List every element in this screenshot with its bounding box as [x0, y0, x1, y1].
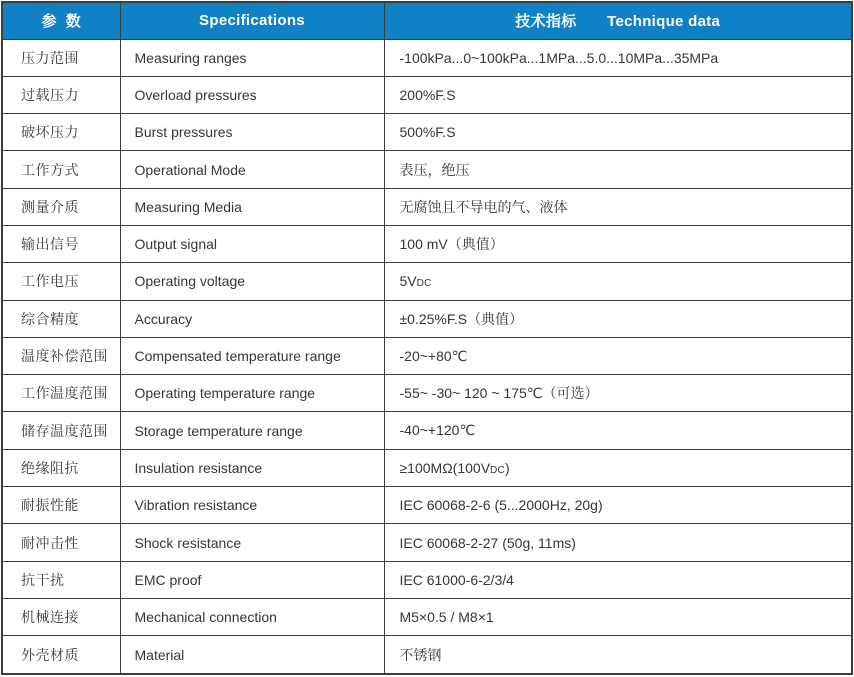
param-cell: 机械连接 [2, 598, 120, 635]
param-cell: 耐振性能 [2, 487, 120, 524]
param-cell: 抗干扰 [2, 561, 120, 598]
param-cell: 外壳材质 [2, 636, 120, 674]
spec-cell: Overload pressures [120, 76, 384, 113]
param-cell: 压力范围 [2, 39, 120, 76]
param-cell: 破坏压力 [2, 114, 120, 151]
value-cell [384, 412, 852, 449]
value-cell [384, 487, 852, 524]
value-cell [384, 337, 852, 374]
value-segment: ±0.25%F.S（典值） [399, 310, 524, 327]
page [0, 1, 854, 677]
spec-cell: Insulation resistance [120, 449, 384, 486]
value-segment: 无腐蚀且不导电的气、液体 [399, 198, 568, 215]
spec-cell: Output signal [120, 225, 384, 262]
value-segment: -40~+120℃ [399, 422, 476, 439]
param-cell: 工作方式 [2, 151, 120, 188]
param-cell: 测量介质 [2, 188, 120, 225]
value-cell [384, 225, 852, 262]
value-cell [384, 449, 852, 486]
value-segment: IEC 61000-6-2/3/4 [399, 571, 514, 588]
table-row [2, 188, 852, 225]
value-cell [384, 151, 852, 188]
spec-cell: Measuring ranges [120, 39, 384, 76]
table-row [2, 375, 852, 412]
table-row [2, 561, 852, 598]
table-row [2, 487, 852, 524]
value-segment: 表压，绝压 [399, 161, 470, 178]
header-cell-specifications: Specifications [120, 2, 384, 39]
spec-cell: Vibration resistance [120, 487, 384, 524]
spec-cell: Accuracy [120, 300, 384, 337]
value-segment: -20~+80℃ [399, 347, 468, 364]
value-segment: 不锈钢 [399, 646, 442, 663]
table-row [2, 524, 852, 561]
table-row [2, 636, 852, 674]
spec-cell: Shock resistance [120, 524, 384, 561]
table-row [2, 263, 852, 300]
value-segment: 100 mV（典值） [399, 236, 504, 253]
table-row [2, 412, 852, 449]
value-cell [384, 524, 852, 561]
param-cell: 储存温度范围 [2, 412, 120, 449]
spec-table [1, 1, 853, 675]
spec-cell: EMC proof [120, 561, 384, 598]
table-row [2, 151, 852, 188]
table-row [2, 598, 852, 635]
table-body [2, 39, 852, 674]
header-row [2, 2, 852, 39]
table-row [2, 39, 852, 76]
table-row [2, 225, 852, 262]
param-cell: 绝缘阻抗 [2, 449, 120, 486]
param-cell: 温度补偿范围 [2, 337, 120, 374]
value-segment: M5×0.5 / M8×1 [399, 609, 494, 626]
spec-cell: Measuring Media [120, 188, 384, 225]
value-segment: 500%F.S [399, 124, 456, 141]
spec-cell: Compensated temperature range [120, 337, 384, 374]
table-row [2, 449, 852, 486]
param-cell: 综合精度 [2, 300, 120, 337]
table-header [2, 2, 852, 39]
spec-cell: Operating voltage [120, 263, 384, 300]
table-row [2, 337, 852, 374]
spec-cell: Storage temperature range [120, 412, 384, 449]
value-segment-smallcaps: DC [490, 464, 505, 476]
value-cell [384, 188, 852, 225]
spec-cell: Mechanical connection [120, 598, 384, 635]
value-cell [384, 561, 852, 598]
value-cell [384, 375, 852, 412]
param-cell: 工作温度范围 [2, 375, 120, 412]
value-segment: IEC 60068-2-27 (50g, 11ms) [399, 534, 576, 551]
value-cell [384, 636, 852, 674]
value-segment: ) [505, 459, 510, 476]
spec-cell: Material [120, 636, 384, 674]
value-segment-smallcaps: DC [416, 278, 432, 290]
value-cell [384, 263, 852, 300]
value-segment: ≥100MΩ(100V [399, 459, 491, 476]
value-cell [384, 300, 852, 337]
spec-cell: Burst pressures [120, 114, 384, 151]
table-row [2, 114, 852, 151]
value-segment: -55~ -30~ 120 ~ 175℃（可选） [399, 385, 599, 402]
param-cell: 耐冲击性 [2, 524, 120, 561]
spec-cell: Operational Mode [120, 151, 384, 188]
value-segment: 5V [399, 273, 417, 290]
value-cell [384, 598, 852, 635]
header-cell-technique-data: 技术指标 Technique data [384, 2, 852, 39]
param-cell: 过载压力 [2, 76, 120, 113]
param-cell: 输出信号 [2, 225, 120, 262]
value-cell [384, 39, 852, 76]
param-cell: 工作电压 [2, 263, 120, 300]
value-cell [384, 114, 852, 151]
table-row [2, 76, 852, 113]
spec-cell: Operating temperature range [120, 375, 384, 412]
value-segment: IEC 60068-2-6 (5...2000Hz, 20g) [399, 497, 603, 514]
value-segment: -100kPa...0~100kPa...1MPa...5.0...10MPa...35MPa [399, 49, 719, 66]
value-cell [384, 76, 852, 113]
table-row [2, 300, 852, 337]
header-cell-parameters: 参 数 [2, 2, 120, 39]
value-segment: 200%F.S [399, 86, 456, 103]
